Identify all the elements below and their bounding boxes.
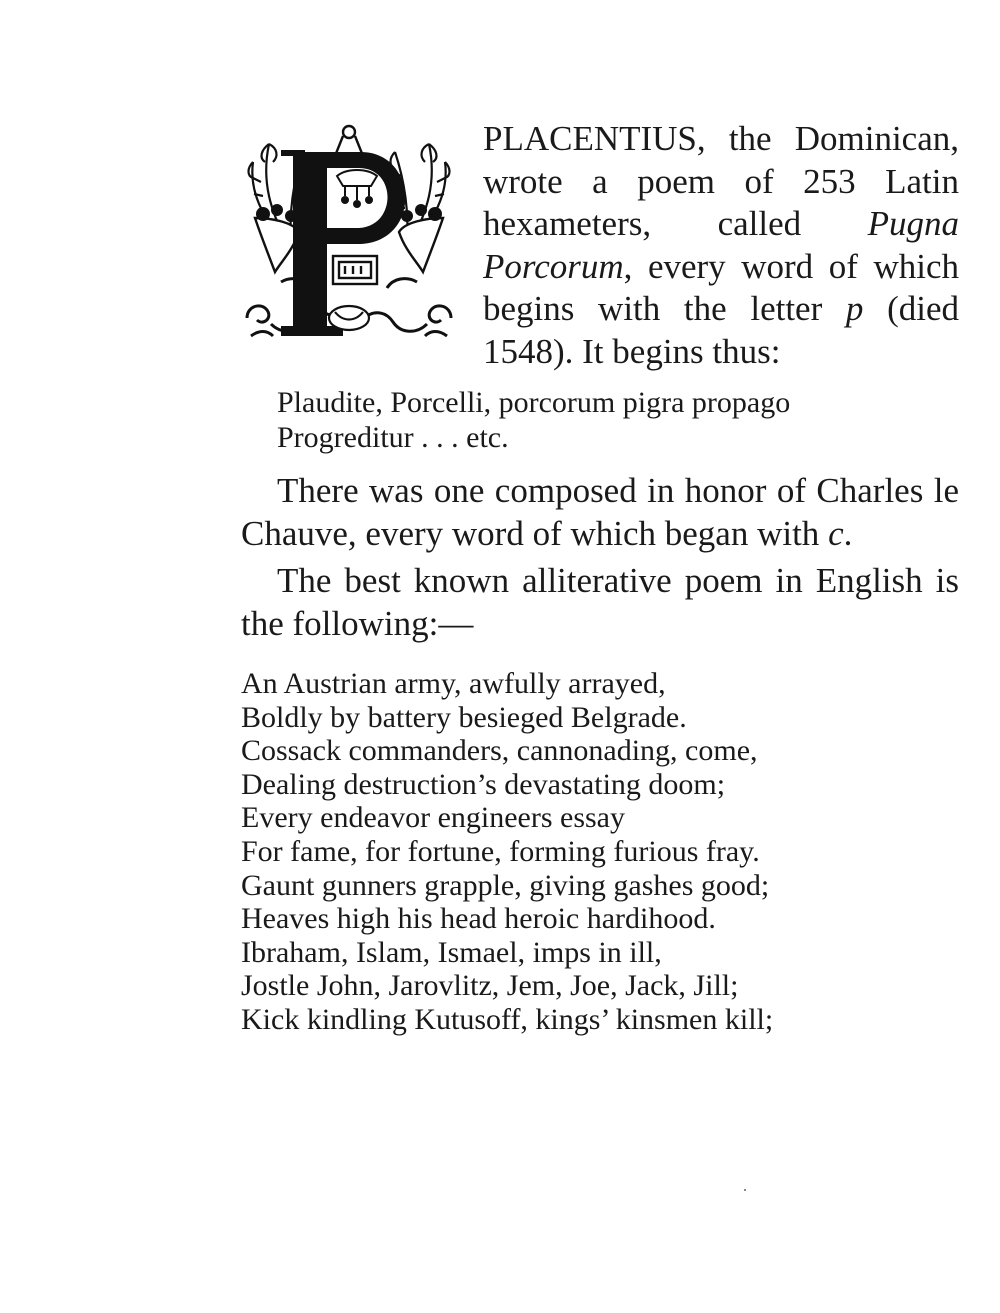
poem-line: Cossack commanders, cannonading, come, <box>241 734 758 768</box>
paragraph-charles-letter: c <box>828 514 844 553</box>
poem-line: An Austrian army, awfully arrayed, <box>241 667 666 700</box>
latin-quote <box>277 385 959 455</box>
poem-line: For fame, for fortune, forming furious fray. <box>241 834 760 868</box>
ornamental-initial-p-illustration <box>241 122 457 344</box>
poem-line: Jostle John, Jarovlitz, Jem, Joe, Jack, Jill; <box>241 969 739 1003</box>
paragraph-charles-end: . <box>843 514 853 553</box>
poem-line: Dealing destruction’s devastating doom; <box>241 767 726 801</box>
poem-line: Kick kindling Kutusoff, kings’ kinsmen kill; <box>241 1002 774 1036</box>
paragraph-english: The best known alliterative poem in English is the following:— <box>241 561 959 643</box>
intro-text-3: (died 1548). It begins thus: <box>483 289 959 371</box>
paragraph-charles-text: There was one composed in honor of Charles le Chauve, every word of which began with <box>241 471 959 553</box>
poem-line: Ibraham, Islam, Ismael, imps in ill, <box>241 935 662 969</box>
poem-line: Heaves high his head heroic hardihood. <box>241 902 716 936</box>
alliterative-poem <box>241 667 959 1037</box>
intro-text-2: , every word of which begins with the letter <box>483 246 959 328</box>
intro-name: PLACENTIUS <box>483 119 697 158</box>
poem-line: Every endeavor engineers essay <box>241 801 625 835</box>
poem-title-latin: Pugna Porcorum <box>483 204 959 286</box>
poem-line: Gaunt gunners grapple, giving gashes good; <box>241 868 770 902</box>
page-content <box>241 118 959 1037</box>
poem-line: Boldly by battery besieged Belgrade. <box>241 700 687 734</box>
intro-letter: p <box>845 289 864 328</box>
latin-line: Progreditur . . . etc. <box>277 421 509 454</box>
latin-line: Plaudite, Porcelli, porcorum pigra propago <box>277 386 791 419</box>
paragraph-charles <box>241 469 959 555</box>
ink-speck <box>744 1189 746 1191</box>
intro-text-1: , the Dominican, wrote a poem of 253 Latin hexameters, called <box>483 119 959 243</box>
